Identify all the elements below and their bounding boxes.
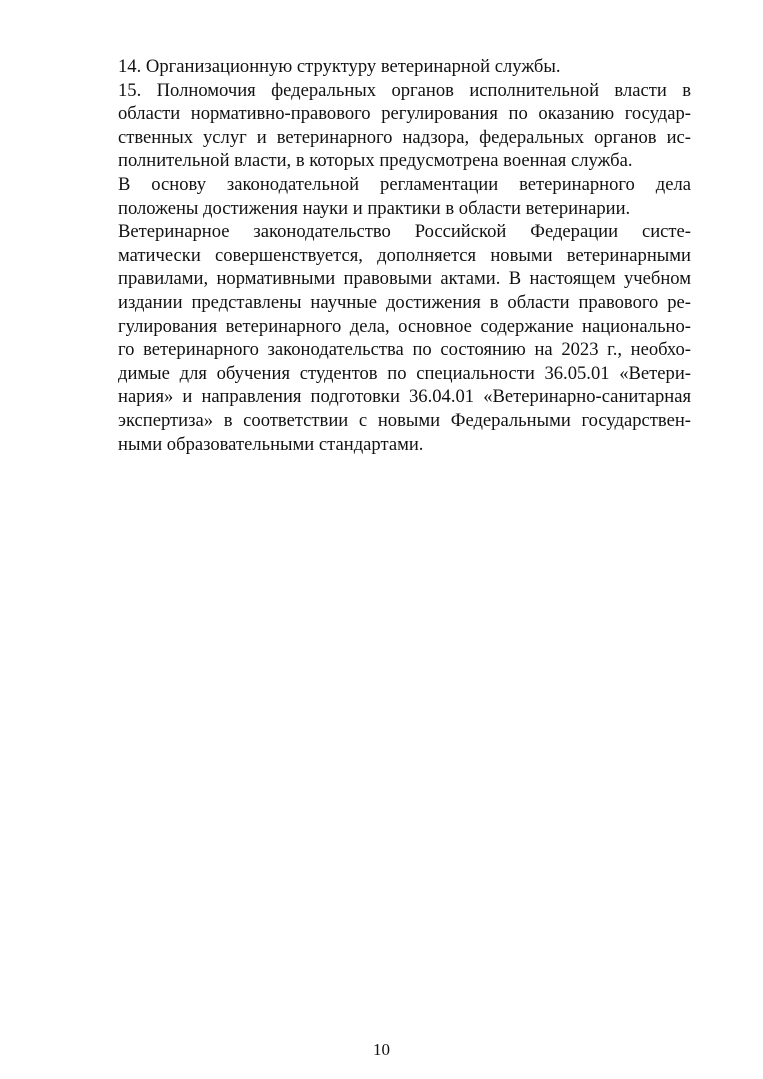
text-line: нария» и направления подготовки 36.04.01 «Ветеринарно-санитарная (118, 386, 691, 408)
text-line: матически совершенствуется, дополняется новыми ветеринарными (118, 244, 691, 266)
text-line: 15. Полномочия федеральных органов исполнительной власти в (118, 79, 691, 101)
paragraph-4 (73, 220, 691, 456)
text-line: 14. Организационную структуру ветеринарной службы. (118, 56, 561, 77)
text-line: области нормативно-правового регулирования по оказанию государ- (118, 103, 691, 125)
paragraph-3 (73, 173, 691, 220)
text-line: полнительной власти, в которых предусмотрена военная служба. (118, 150, 633, 172)
page-number: 10 (373, 1040, 390, 1059)
text-line: экспертиза» в соответствии с новыми Федеральными государствен- (118, 409, 691, 431)
text-line: ными образовательными стандартами. (118, 433, 424, 455)
text-line: В основу законодательной регламентации ветеринарного дела (118, 173, 691, 195)
paragraph-1 (73, 55, 691, 79)
text-line: го ветеринарного законодательства по состоянию на 2023 г., необхо- (118, 339, 691, 361)
text-line: гулирования ветеринарного дела, основное содержание национально- (118, 315, 691, 337)
paragraph-2 (73, 79, 691, 173)
text-line: ственных услуг и ветеринарного надзора, федеральных органов ис- (118, 126, 691, 148)
text-line: правилами, нормативными правовыми актами. В настоящем учебном (118, 268, 691, 290)
text-line: издании представлены научные достижения в области правового ре- (118, 291, 691, 313)
text-line: Ветеринарное законодательство Российской Федерации систе- (118, 221, 691, 243)
page-body (73, 55, 691, 456)
text-line: положены достижения науки и практики в области ветеринарии. (118, 197, 631, 219)
text-line: димые для обучения студентов по специальности 36.05.01 «Ветери- (118, 362, 691, 384)
